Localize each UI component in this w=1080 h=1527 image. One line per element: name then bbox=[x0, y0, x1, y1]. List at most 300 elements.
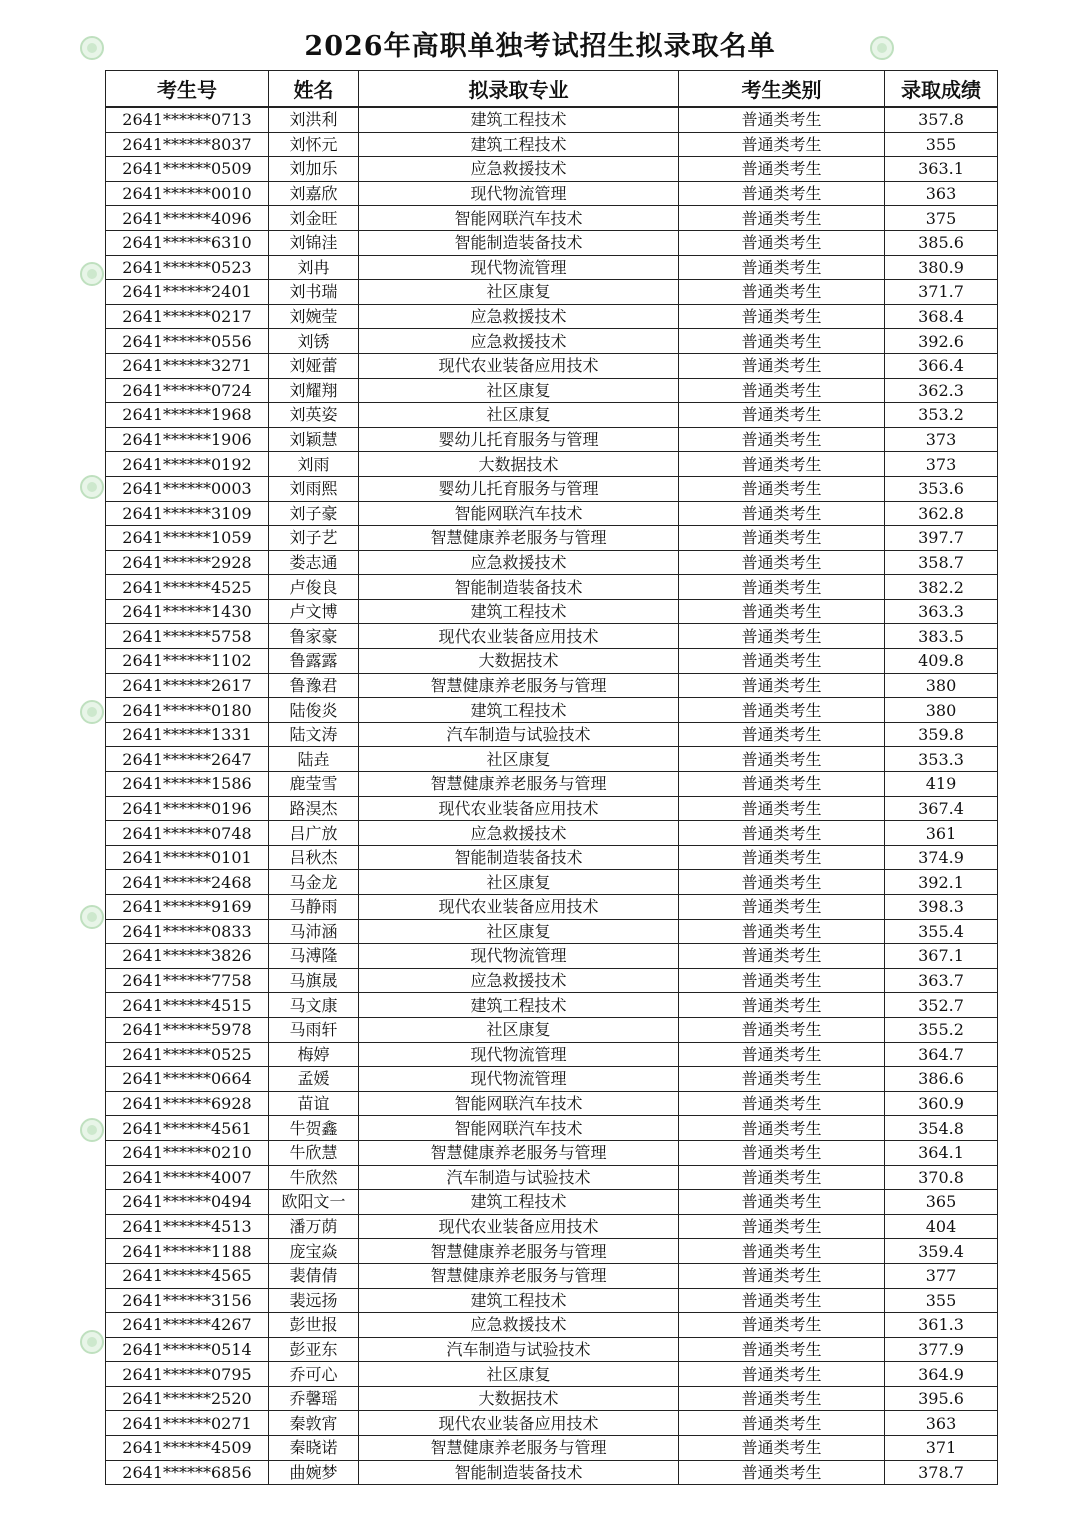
name-cell: 马旗晟 bbox=[269, 968, 359, 993]
table-row bbox=[106, 206, 998, 231]
category-cell: 普通类考生 bbox=[679, 1190, 885, 1215]
category-cell: 普通类考生 bbox=[679, 993, 885, 1018]
exam-number-cell: 2641******4007 bbox=[106, 1165, 269, 1190]
exam-number-cell: 2641******2647 bbox=[106, 747, 269, 772]
category-cell: 普通类考生 bbox=[679, 624, 885, 649]
exam-number-cell: 2641******1430 bbox=[106, 599, 269, 624]
category-cell: 普通类考生 bbox=[679, 944, 885, 969]
score-cell: 367.1 bbox=[885, 944, 998, 969]
category-cell: 普通类考生 bbox=[679, 575, 885, 600]
table-row bbox=[106, 1042, 998, 1067]
col-header-category: 考生类别 bbox=[679, 71, 885, 108]
category-cell: 普通类考生 bbox=[679, 1263, 885, 1288]
category-cell: 普通类考生 bbox=[679, 772, 885, 797]
score-cell: 355 bbox=[885, 1288, 998, 1313]
exam-number-cell: 2641******0833 bbox=[106, 919, 269, 944]
name-cell: 牛贺鑫 bbox=[269, 1116, 359, 1141]
exam-number-cell: 2641******0180 bbox=[106, 698, 269, 723]
category-cell: 普通类考生 bbox=[679, 649, 885, 674]
watermark-logo-icon bbox=[80, 905, 104, 929]
score-cell: 363 bbox=[885, 181, 998, 206]
score-cell: 374.9 bbox=[885, 845, 998, 870]
category-cell: 普通类考生 bbox=[679, 353, 885, 378]
name-cell: 马雨轩 bbox=[269, 1017, 359, 1042]
major-cell: 建筑工程技术 bbox=[359, 107, 679, 132]
category-cell: 普通类考生 bbox=[679, 181, 885, 206]
table-body bbox=[106, 107, 998, 1485]
name-cell: 鲁家豪 bbox=[269, 624, 359, 649]
name-cell: 刘锦洼 bbox=[269, 230, 359, 255]
table-row bbox=[106, 944, 998, 969]
major-cell: 大数据技术 bbox=[359, 452, 679, 477]
table-header-row bbox=[106, 71, 998, 108]
name-cell: 孟媛 bbox=[269, 1067, 359, 1092]
major-cell: 社区康复 bbox=[359, 919, 679, 944]
exam-number-cell: 2641******4525 bbox=[106, 575, 269, 600]
name-cell: 刘冉 bbox=[269, 255, 359, 280]
exam-number-cell: 2641******4513 bbox=[106, 1214, 269, 1239]
table-row bbox=[106, 1140, 998, 1165]
major-cell: 应急救援技术 bbox=[359, 968, 679, 993]
table-row bbox=[106, 796, 998, 821]
exam-number-cell: 2641******0795 bbox=[106, 1362, 269, 1387]
major-cell: 智能网联汽车技术 bbox=[359, 1091, 679, 1116]
score-cell: 364.9 bbox=[885, 1362, 998, 1387]
category-cell: 普通类考生 bbox=[679, 526, 885, 551]
major-cell: 婴幼儿托育服务与管理 bbox=[359, 427, 679, 452]
category-cell: 普通类考生 bbox=[679, 1460, 885, 1485]
score-cell: 392.1 bbox=[885, 870, 998, 895]
exam-number-cell: 2641******2928 bbox=[106, 550, 269, 575]
major-cell: 建筑工程技术 bbox=[359, 698, 679, 723]
exam-number-cell: 2641******3271 bbox=[106, 353, 269, 378]
major-cell: 应急救援技术 bbox=[359, 550, 679, 575]
name-cell: 裴倩倩 bbox=[269, 1263, 359, 1288]
name-cell: 刘婉莹 bbox=[269, 304, 359, 329]
table-row bbox=[106, 993, 998, 1018]
category-cell: 普通类考生 bbox=[679, 1067, 885, 1092]
table-row bbox=[106, 575, 998, 600]
major-cell: 智慧健康养老服务与管理 bbox=[359, 1263, 679, 1288]
major-cell: 智慧健康养老服务与管理 bbox=[359, 1436, 679, 1461]
col-header-major: 拟录取专业 bbox=[359, 71, 679, 108]
exam-number-cell: 2641******1586 bbox=[106, 772, 269, 797]
name-cell: 刘洪利 bbox=[269, 107, 359, 132]
category-cell: 普通类考生 bbox=[679, 476, 885, 501]
category-cell: 普通类考生 bbox=[679, 304, 885, 329]
name-cell: 吕秋杰 bbox=[269, 845, 359, 870]
score-cell: 370.8 bbox=[885, 1165, 998, 1190]
table-row bbox=[106, 698, 998, 723]
score-cell: 361.3 bbox=[885, 1313, 998, 1338]
category-cell: 普通类考生 bbox=[679, 747, 885, 772]
name-cell: 牛欣慧 bbox=[269, 1140, 359, 1165]
score-cell: 358.7 bbox=[885, 550, 998, 575]
table-row bbox=[106, 280, 998, 305]
page-title: 2026年高职单独考试招生拟录取名单 bbox=[304, 31, 776, 62]
category-cell: 普通类考生 bbox=[679, 501, 885, 526]
category-cell: 普通类考生 bbox=[679, 427, 885, 452]
table-row bbox=[106, 1017, 998, 1042]
score-cell: 368.4 bbox=[885, 304, 998, 329]
exam-number-cell: 2641******0664 bbox=[106, 1067, 269, 1092]
exam-number-cell: 2641******0509 bbox=[106, 157, 269, 182]
name-cell: 裴远扬 bbox=[269, 1288, 359, 1313]
major-cell: 社区康复 bbox=[359, 1017, 679, 1042]
score-cell: 419 bbox=[885, 772, 998, 797]
major-cell: 现代物流管理 bbox=[359, 1042, 679, 1067]
table-row bbox=[106, 526, 998, 551]
name-cell: 路淏杰 bbox=[269, 796, 359, 821]
major-cell: 应急救援技术 bbox=[359, 1313, 679, 1338]
watermark-logo-icon bbox=[80, 475, 104, 499]
table-row bbox=[106, 895, 998, 920]
category-cell: 普通类考生 bbox=[679, 698, 885, 723]
category-cell: 普通类考生 bbox=[679, 378, 885, 403]
name-cell: 陆俊炎 bbox=[269, 698, 359, 723]
name-cell: 乔馨瑶 bbox=[269, 1386, 359, 1411]
score-cell: 355.2 bbox=[885, 1017, 998, 1042]
score-cell: 364.7 bbox=[885, 1042, 998, 1067]
major-cell: 智慧健康养老服务与管理 bbox=[359, 673, 679, 698]
major-cell: 汽车制造与试验技术 bbox=[359, 722, 679, 747]
major-cell: 社区康复 bbox=[359, 403, 679, 428]
exam-number-cell: 2641******3826 bbox=[106, 944, 269, 969]
name-cell: 马溥隆 bbox=[269, 944, 359, 969]
exam-number-cell: 2641******0556 bbox=[106, 329, 269, 354]
exam-number-cell: 2641******0271 bbox=[106, 1411, 269, 1436]
major-cell: 智能网联汽车技术 bbox=[359, 501, 679, 526]
table-row bbox=[106, 599, 998, 624]
score-cell: 363.7 bbox=[885, 968, 998, 993]
exam-number-cell: 2641******4509 bbox=[106, 1436, 269, 1461]
score-cell: 409.8 bbox=[885, 649, 998, 674]
table-row bbox=[106, 427, 998, 452]
table-row bbox=[106, 1190, 998, 1215]
table-row bbox=[106, 452, 998, 477]
name-cell: 刘怀元 bbox=[269, 132, 359, 157]
table-row bbox=[106, 772, 998, 797]
category-cell: 普通类考生 bbox=[679, 673, 885, 698]
category-cell: 普通类考生 bbox=[679, 1116, 885, 1141]
score-cell: 377 bbox=[885, 1263, 998, 1288]
name-cell: 陆文涛 bbox=[269, 722, 359, 747]
name-cell: 牛欣然 bbox=[269, 1165, 359, 1190]
table-row bbox=[106, 1214, 998, 1239]
name-cell: 马沛涵 bbox=[269, 919, 359, 944]
category-cell: 普通类考生 bbox=[679, 870, 885, 895]
score-cell: 371.7 bbox=[885, 280, 998, 305]
table-row bbox=[106, 1362, 998, 1387]
exam-number-cell: 2641******4515 bbox=[106, 993, 269, 1018]
table-row bbox=[106, 1337, 998, 1362]
category-cell: 普通类考生 bbox=[679, 157, 885, 182]
watermark-logo-icon bbox=[80, 1118, 104, 1142]
name-cell: 刘加乐 bbox=[269, 157, 359, 182]
score-cell: 378.7 bbox=[885, 1460, 998, 1485]
category-cell: 普通类考生 bbox=[679, 132, 885, 157]
exam-number-cell: 2641******0101 bbox=[106, 845, 269, 870]
exam-number-cell: 2641******9169 bbox=[106, 895, 269, 920]
major-cell: 智能网联汽车技术 bbox=[359, 206, 679, 231]
table-row bbox=[106, 353, 998, 378]
watermark-logo-icon bbox=[80, 1330, 104, 1354]
table-row bbox=[106, 722, 998, 747]
major-cell: 建筑工程技术 bbox=[359, 1190, 679, 1215]
major-cell: 婴幼儿托育服务与管理 bbox=[359, 476, 679, 501]
name-cell: 彭亚东 bbox=[269, 1337, 359, 1362]
name-cell: 秦晓诺 bbox=[269, 1436, 359, 1461]
score-cell: 382.2 bbox=[885, 575, 998, 600]
category-cell: 普通类考生 bbox=[679, 1411, 885, 1436]
major-cell: 智慧健康养老服务与管理 bbox=[359, 526, 679, 551]
score-cell: 380.9 bbox=[885, 255, 998, 280]
col-header-name: 姓名 bbox=[269, 71, 359, 108]
score-cell: 397.7 bbox=[885, 526, 998, 551]
major-cell: 应急救援技术 bbox=[359, 329, 679, 354]
major-cell: 建筑工程技术 bbox=[359, 993, 679, 1018]
exam-number-cell: 2641******3156 bbox=[106, 1288, 269, 1313]
category-cell: 普通类考生 bbox=[679, 550, 885, 575]
category-cell: 普通类考生 bbox=[679, 1337, 885, 1362]
exam-number-cell: 2641******7758 bbox=[106, 968, 269, 993]
category-cell: 普通类考生 bbox=[679, 329, 885, 354]
major-cell: 大数据技术 bbox=[359, 1386, 679, 1411]
exam-number-cell: 2641******0010 bbox=[106, 181, 269, 206]
name-cell: 刘耀翔 bbox=[269, 378, 359, 403]
table-row bbox=[106, 673, 998, 698]
category-cell: 普通类考生 bbox=[679, 968, 885, 993]
exam-number-cell: 2641******4561 bbox=[106, 1116, 269, 1141]
table-row bbox=[106, 230, 998, 255]
table-row bbox=[106, 157, 998, 182]
name-cell: 刘金旺 bbox=[269, 206, 359, 231]
major-cell: 现代农业装备应用技术 bbox=[359, 1214, 679, 1239]
table-row bbox=[106, 1263, 998, 1288]
score-cell: 386.6 bbox=[885, 1067, 998, 1092]
major-cell: 现代农业装备应用技术 bbox=[359, 895, 679, 920]
exam-number-cell: 2641******0713 bbox=[106, 107, 269, 132]
score-cell: 398.3 bbox=[885, 895, 998, 920]
score-cell: 363.3 bbox=[885, 599, 998, 624]
exam-number-cell: 2641******1968 bbox=[106, 403, 269, 428]
score-cell: 380 bbox=[885, 673, 998, 698]
major-cell: 智慧健康养老服务与管理 bbox=[359, 1239, 679, 1264]
name-cell: 刘子豪 bbox=[269, 501, 359, 526]
name-cell: 刘书瑞 bbox=[269, 280, 359, 305]
name-cell: 刘英姿 bbox=[269, 403, 359, 428]
major-cell: 智能制造装备技术 bbox=[359, 1460, 679, 1485]
score-cell: 359.4 bbox=[885, 1239, 998, 1264]
exam-number-cell: 2641******2617 bbox=[106, 673, 269, 698]
table-row bbox=[106, 821, 998, 846]
table-row bbox=[106, 501, 998, 526]
major-cell: 应急救援技术 bbox=[359, 821, 679, 846]
name-cell: 曲婉梦 bbox=[269, 1460, 359, 1485]
score-cell: 363.1 bbox=[885, 157, 998, 182]
score-cell: 354.8 bbox=[885, 1116, 998, 1141]
exam-number-cell: 2641******2520 bbox=[106, 1386, 269, 1411]
category-cell: 普通类考生 bbox=[679, 1140, 885, 1165]
name-cell: 马金龙 bbox=[269, 870, 359, 895]
table-row bbox=[106, 132, 998, 157]
table-row bbox=[106, 1386, 998, 1411]
score-cell: 395.6 bbox=[885, 1386, 998, 1411]
score-cell: 392.6 bbox=[885, 329, 998, 354]
score-cell: 385.6 bbox=[885, 230, 998, 255]
category-cell: 普通类考生 bbox=[679, 403, 885, 428]
exam-number-cell: 2641******2468 bbox=[106, 870, 269, 895]
major-cell: 应急救援技术 bbox=[359, 157, 679, 182]
category-cell: 普通类考生 bbox=[679, 821, 885, 846]
exam-number-cell: 2641******0523 bbox=[106, 255, 269, 280]
name-cell: 秦敦宵 bbox=[269, 1411, 359, 1436]
table-row bbox=[106, 968, 998, 993]
exam-number-cell: 2641******0217 bbox=[106, 304, 269, 329]
exam-number-cell: 2641******0748 bbox=[106, 821, 269, 846]
category-cell: 普通类考生 bbox=[679, 255, 885, 280]
category-cell: 普通类考生 bbox=[679, 280, 885, 305]
category-cell: 普通类考生 bbox=[679, 452, 885, 477]
major-cell: 建筑工程技术 bbox=[359, 599, 679, 624]
category-cell: 普通类考生 bbox=[679, 599, 885, 624]
major-cell: 智慧健康养老服务与管理 bbox=[359, 1140, 679, 1165]
category-cell: 普通类考生 bbox=[679, 796, 885, 821]
exam-number-cell: 2641******3109 bbox=[106, 501, 269, 526]
name-cell: 潘万荫 bbox=[269, 1214, 359, 1239]
score-cell: 353.2 bbox=[885, 403, 998, 428]
table-row bbox=[106, 1411, 998, 1436]
table-row bbox=[106, 378, 998, 403]
major-cell: 现代农业装备应用技术 bbox=[359, 1411, 679, 1436]
exam-number-cell: 2641******8037 bbox=[106, 132, 269, 157]
exam-number-cell: 2641******5758 bbox=[106, 624, 269, 649]
exam-number-cell: 2641******0525 bbox=[106, 1042, 269, 1067]
name-cell: 刘颖慧 bbox=[269, 427, 359, 452]
score-cell: 357.8 bbox=[885, 107, 998, 132]
score-cell: 380 bbox=[885, 698, 998, 723]
name-cell: 鲁露露 bbox=[269, 649, 359, 674]
major-cell: 社区康复 bbox=[359, 280, 679, 305]
major-cell: 智能网联汽车技术 bbox=[359, 1116, 679, 1141]
category-cell: 普通类考生 bbox=[679, 1362, 885, 1387]
name-cell: 欧阳文一 bbox=[269, 1190, 359, 1215]
name-cell: 乔可心 bbox=[269, 1362, 359, 1387]
score-cell: 355 bbox=[885, 132, 998, 157]
table-row bbox=[106, 181, 998, 206]
major-cell: 现代农业装备应用技术 bbox=[359, 624, 679, 649]
exam-number-cell: 2641******0196 bbox=[106, 796, 269, 821]
score-cell: 365 bbox=[885, 1190, 998, 1215]
major-cell: 现代物流管理 bbox=[359, 255, 679, 280]
category-cell: 普通类考生 bbox=[679, 1386, 885, 1411]
table-row bbox=[106, 1116, 998, 1141]
score-cell: 377.9 bbox=[885, 1337, 998, 1362]
category-cell: 普通类考生 bbox=[679, 1042, 885, 1067]
major-cell: 社区康复 bbox=[359, 1362, 679, 1387]
admission-table bbox=[105, 70, 998, 1485]
name-cell: 鲁豫君 bbox=[269, 673, 359, 698]
name-cell: 卢文博 bbox=[269, 599, 359, 624]
exam-number-cell: 2641******4565 bbox=[106, 1263, 269, 1288]
name-cell: 刘雨 bbox=[269, 452, 359, 477]
exam-number-cell: 2641******6928 bbox=[106, 1091, 269, 1116]
major-cell: 汽车制造与试验技术 bbox=[359, 1337, 679, 1362]
major-cell: 智能制造装备技术 bbox=[359, 845, 679, 870]
score-cell: 364.1 bbox=[885, 1140, 998, 1165]
name-cell: 马静雨 bbox=[269, 895, 359, 920]
watermark-logo-icon bbox=[80, 700, 104, 724]
score-cell: 361 bbox=[885, 821, 998, 846]
major-cell: 社区康复 bbox=[359, 870, 679, 895]
major-cell: 智能制造装备技术 bbox=[359, 575, 679, 600]
major-cell: 大数据技术 bbox=[359, 649, 679, 674]
exam-number-cell: 2641******4267 bbox=[106, 1313, 269, 1338]
category-cell: 普通类考生 bbox=[679, 107, 885, 132]
name-cell: 刘嘉欣 bbox=[269, 181, 359, 206]
exam-number-cell: 2641******1188 bbox=[106, 1239, 269, 1264]
exam-number-cell: 2641******1102 bbox=[106, 649, 269, 674]
score-cell: 373 bbox=[885, 427, 998, 452]
table-row bbox=[106, 1460, 998, 1485]
table-row bbox=[106, 255, 998, 280]
table-row bbox=[106, 329, 998, 354]
exam-number-cell: 2641******0494 bbox=[106, 1190, 269, 1215]
exam-number-cell: 2641******2401 bbox=[106, 280, 269, 305]
exam-number-cell: 2641******6856 bbox=[106, 1460, 269, 1485]
major-cell: 现代农业装备应用技术 bbox=[359, 353, 679, 378]
score-cell: 360.9 bbox=[885, 1091, 998, 1116]
table-row bbox=[106, 1091, 998, 1116]
category-cell: 普通类考生 bbox=[679, 722, 885, 747]
score-cell: 355.4 bbox=[885, 919, 998, 944]
major-cell: 现代物流管理 bbox=[359, 1067, 679, 1092]
major-cell: 汽车制造与试验技术 bbox=[359, 1165, 679, 1190]
category-cell: 普通类考生 bbox=[679, 1436, 885, 1461]
exam-number-cell: 2641******0724 bbox=[106, 378, 269, 403]
table-row bbox=[106, 550, 998, 575]
name-cell: 刘娅蕾 bbox=[269, 353, 359, 378]
name-cell: 陆垚 bbox=[269, 747, 359, 772]
col-header-score: 录取成绩 bbox=[885, 71, 998, 108]
major-cell: 智慧健康养老服务与管理 bbox=[359, 772, 679, 797]
score-cell: 375 bbox=[885, 206, 998, 231]
name-cell: 刘雨熙 bbox=[269, 476, 359, 501]
table-row bbox=[106, 1067, 998, 1092]
major-cell: 应急救援技术 bbox=[359, 304, 679, 329]
exam-number-cell: 2641******0192 bbox=[106, 452, 269, 477]
table-row bbox=[106, 476, 998, 501]
category-cell: 普通类考生 bbox=[679, 1017, 885, 1042]
score-cell: 373 bbox=[885, 452, 998, 477]
name-cell: 苗谊 bbox=[269, 1091, 359, 1116]
name-cell: 梅婷 bbox=[269, 1042, 359, 1067]
score-cell: 371 bbox=[885, 1436, 998, 1461]
major-cell: 现代农业装备应用技术 bbox=[359, 796, 679, 821]
category-cell: 普通类考生 bbox=[679, 1214, 885, 1239]
name-cell: 刘锈 bbox=[269, 329, 359, 354]
major-cell: 现代物流管理 bbox=[359, 181, 679, 206]
table-row bbox=[106, 919, 998, 944]
exam-number-cell: 2641******1331 bbox=[106, 722, 269, 747]
exam-number-cell: 2641******4096 bbox=[106, 206, 269, 231]
score-cell: 353.6 bbox=[885, 476, 998, 501]
table-row bbox=[106, 403, 998, 428]
score-cell: 367.4 bbox=[885, 796, 998, 821]
table-row bbox=[106, 1436, 998, 1461]
score-cell: 359.8 bbox=[885, 722, 998, 747]
major-cell: 建筑工程技术 bbox=[359, 132, 679, 157]
